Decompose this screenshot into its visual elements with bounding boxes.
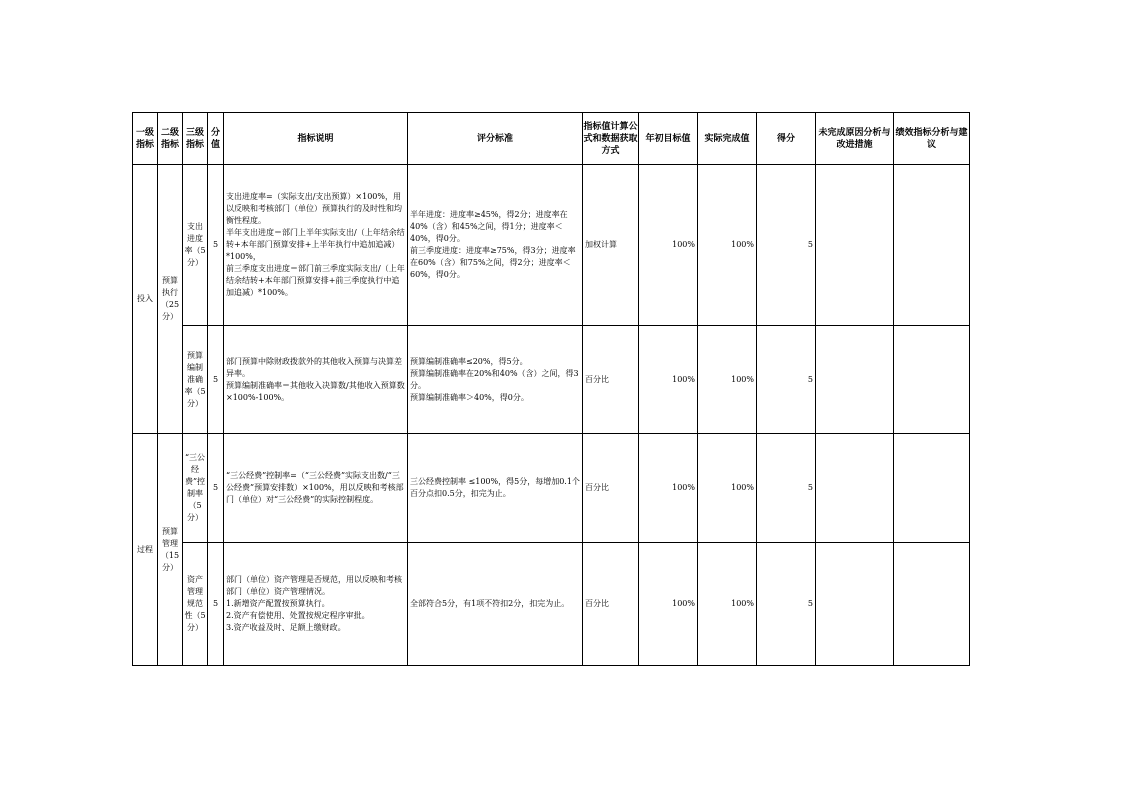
score-value-cell: 5 bbox=[208, 543, 224, 666]
formula-cell: 百分比 bbox=[583, 434, 639, 543]
score-value-cell: 5 bbox=[208, 326, 224, 434]
header-criteria: 评分标准 bbox=[408, 113, 583, 165]
description-cell: 部门预算中除财政拨款外的其他收入预算与决算差异率。 预算编制准确率＝其他收入决算数/其他收入预算数×100%-100%。 bbox=[224, 326, 408, 434]
table-row bbox=[133, 434, 970, 543]
target-cell: 100% bbox=[639, 434, 698, 543]
actual-cell: 100% bbox=[698, 543, 757, 666]
advice-cell bbox=[894, 165, 970, 326]
advice-cell bbox=[894, 543, 970, 666]
header-level1: 一级指标 bbox=[133, 113, 158, 165]
formula-cell: 百分比 bbox=[583, 543, 639, 666]
score-value-cell: 5 bbox=[208, 165, 224, 326]
criteria-cell: 全部符合5分，有1项不符扣2分，扣完为止。 bbox=[408, 543, 583, 666]
target-cell: 100% bbox=[639, 543, 698, 666]
formula-cell: 加权计算 bbox=[583, 165, 639, 326]
actual-cell: 100% bbox=[698, 326, 757, 434]
level1-cell: 投入 bbox=[133, 165, 158, 434]
header-advice: 绩效指标分析与建议 bbox=[894, 113, 970, 165]
actual-cell: 100% bbox=[698, 165, 757, 326]
advice-cell bbox=[894, 434, 970, 543]
header-score: 得分 bbox=[757, 113, 816, 165]
target-cell: 100% bbox=[639, 165, 698, 326]
score-value-cell: 5 bbox=[208, 434, 224, 543]
header-score-value: 分值 bbox=[208, 113, 224, 165]
header-description: 指标说明 bbox=[224, 113, 408, 165]
header-actual: 实际完成值 bbox=[698, 113, 757, 165]
score-cell: 5 bbox=[757, 543, 816, 666]
reason-cell bbox=[816, 326, 894, 434]
description-cell: “三公经费”控制率=（“三公经费”实际支出数/“三公经费”预算安排数）×100%，用以反映和考核部门（单位）对“三公经费”的实际控制程度。 bbox=[224, 434, 408, 543]
criteria-cell: 三公经费控制率 ≤100%，得5分，每增加0.1个百分点扣0.5分，扣完为止。 bbox=[408, 434, 583, 543]
reason-cell bbox=[816, 434, 894, 543]
performance-indicator-table bbox=[132, 112, 970, 666]
target-cell: 100% bbox=[639, 326, 698, 434]
level3-cell: 预算编制准确率（5分） bbox=[183, 326, 208, 434]
actual-cell: 100% bbox=[698, 434, 757, 543]
table-row bbox=[133, 165, 970, 326]
table-row bbox=[133, 543, 970, 666]
description-cell: 支出进度率=（实际支出/支出预算）×100%，用以反映和考核部门（单位）预算执行的及时性和均衡性程度。 半年支出进度＝部门上半年实际支出/（上年结余结转+本年部门预算安排+上半年执行中追加追减）*100%， 前三季度支出进度＝部门前三季度实际支出/（上年结余结转+本年部门预算安排+前三季度执行中追加追减）*100%。 bbox=[224, 165, 408, 326]
score-cell: 5 bbox=[757, 434, 816, 543]
header-level3: 三级指标 bbox=[183, 113, 208, 165]
header-target: 年初目标值 bbox=[639, 113, 698, 165]
reason-cell bbox=[816, 165, 894, 326]
level2-cell: 预算执行（25分） bbox=[158, 165, 183, 434]
level1-cell: 过程 bbox=[133, 434, 158, 666]
performance-table-sheet bbox=[132, 112, 969, 666]
header-reason: 未完成原因分析与改进措施 bbox=[816, 113, 894, 165]
description-cell: 部门（单位）资产管理是否规范，用以反映和考核部门（单位）资产管理情况。 1.新增资产配置按预算执行。 2.资产有偿使用、处置按规定程序审批。 3.资产收益及时、足额上缴财政。 bbox=[224, 543, 408, 666]
level3-cell: “三公经费”控制率（5分） bbox=[183, 434, 208, 543]
advice-cell bbox=[894, 326, 970, 434]
criteria-cell: 预算编制准确率≤20%，得5分。 预算编制准确率在20%和40%（含）之间，得3分。 预算编制准确率＞40%，得0分。 bbox=[408, 326, 583, 434]
header-row bbox=[133, 113, 970, 165]
score-cell: 5 bbox=[757, 326, 816, 434]
header-level2: 二级指标 bbox=[158, 113, 183, 165]
score-cell: 5 bbox=[757, 165, 816, 326]
table-row bbox=[133, 326, 970, 434]
reason-cell bbox=[816, 543, 894, 666]
level2-cell: 预算管理（15分） bbox=[158, 434, 183, 666]
formula-cell: 百分比 bbox=[583, 326, 639, 434]
level3-cell: 资产管理规范性（5分） bbox=[183, 543, 208, 666]
header-formula: 指标值计算公式和数据获取方式 bbox=[583, 113, 639, 165]
criteria-cell: 半年进度：进度率≥45%，得2分；进度率在40%（含）和45%之间，得1分；进度率＜40%，得0分。 前三季度进度：进度率≥75%，得3分；进度率在60%（含）和75%之间，得2分；进度率＜60%，得0分。 bbox=[408, 165, 583, 326]
level3-cell: 支出进度率（5分） bbox=[183, 165, 208, 326]
